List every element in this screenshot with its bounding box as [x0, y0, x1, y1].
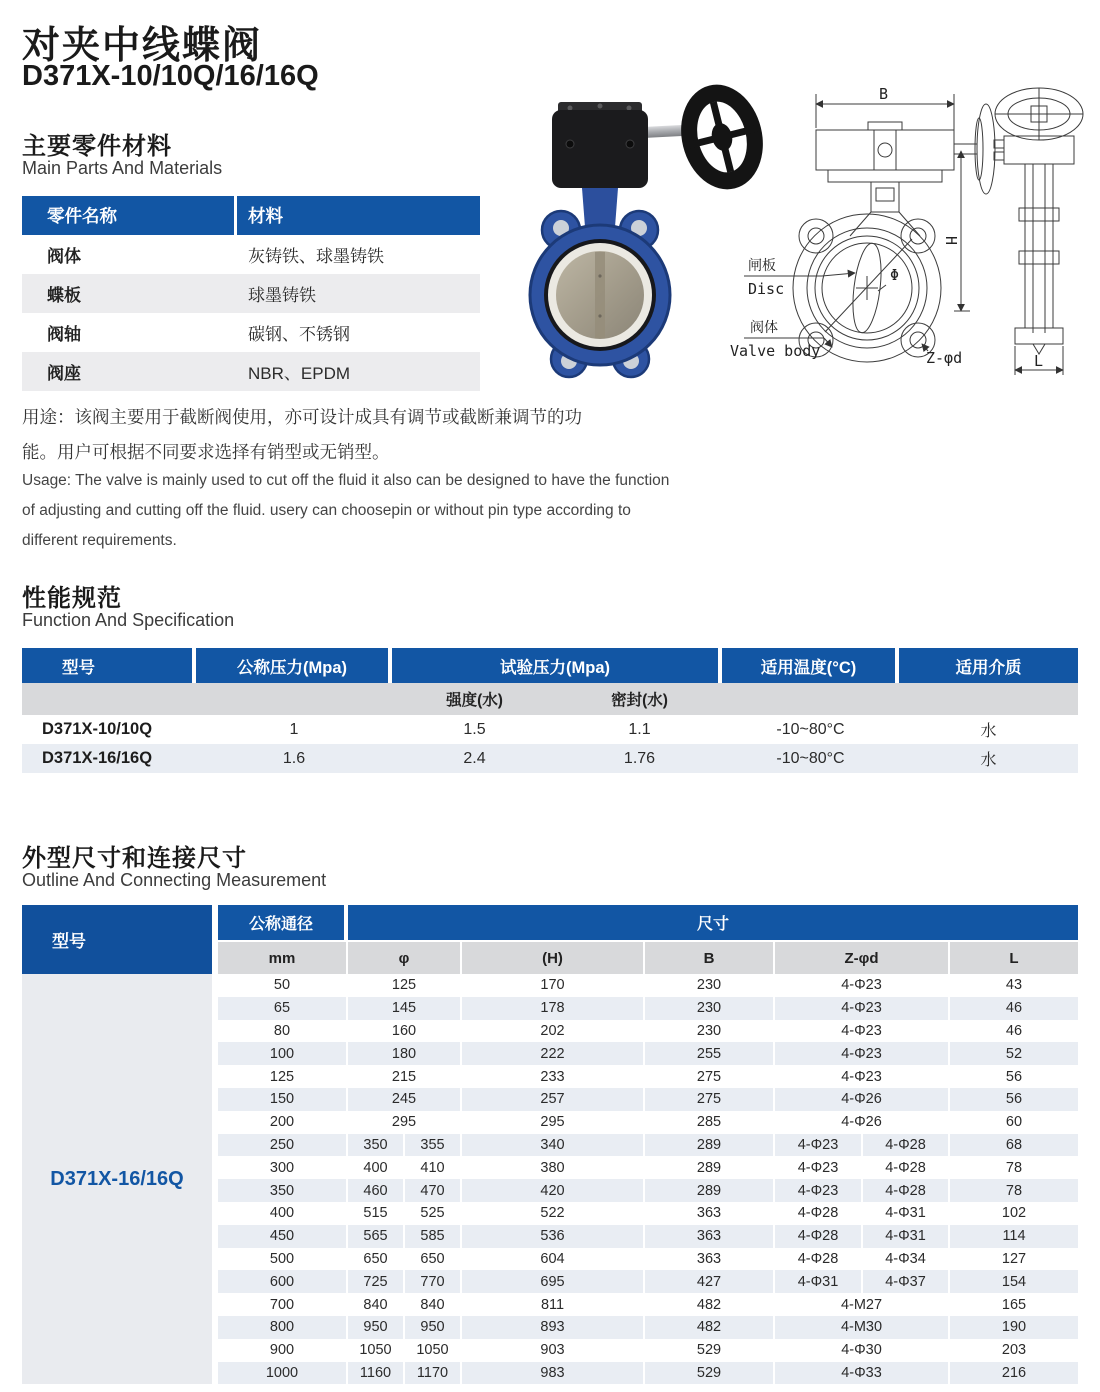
spec-subcol-empty [722, 683, 899, 715]
phi1-cell: 460 [348, 1179, 405, 1202]
h-cell: 903 [462, 1339, 645, 1362]
dn-cell: 800 [218, 1316, 348, 1339]
dn-cell: 300 [218, 1156, 348, 1179]
b-cell: 289 [645, 1134, 775, 1157]
z-cell: 4-Φ23 [775, 1065, 950, 1088]
phi-cell: 295 [348, 1111, 462, 1134]
table-row [22, 974, 1078, 997]
z1-cell: 4-Φ23 [775, 1156, 863, 1179]
b-cell: 285 [645, 1111, 775, 1134]
page-title: 对夹中线蝶阀 [22, 25, 263, 67]
spec-subcol-empty [22, 683, 196, 715]
table-row [22, 715, 1078, 744]
materials-col-material: 材料 [237, 196, 480, 235]
phi1-cell: 1160 [348, 1362, 405, 1385]
z-cell: 4-Φ33 [775, 1362, 950, 1385]
spec-heading-zh: 性能规范 [22, 585, 122, 612]
dim-label-z: Z-φd [926, 349, 963, 367]
spec-seal-cell: 1.76 [623, 749, 656, 767]
l-cell: 127 [1001, 1250, 1027, 1267]
z1-cell: 4-Φ23 [775, 1134, 863, 1157]
spec-model-cell: D371X-16/16Q [42, 749, 153, 767]
part-material-cell: 灰铸铁、球墨铸铁 [248, 247, 384, 266]
dim-label-b: B [879, 85, 889, 103]
phi1-cell: 950 [348, 1316, 405, 1339]
b-cell: 275 [645, 1065, 775, 1088]
h-cell: 222 [462, 1042, 645, 1065]
b-cell: 427 [645, 1270, 775, 1293]
b-cell: 289 [645, 1179, 775, 1202]
l-cell: 52 [1005, 1045, 1023, 1062]
phi-cell: 125 [348, 974, 462, 997]
usage-text-en: Usage: The valve is mainly used to cut off the fluid it also can be designed to have the function of adjusting and cutting off the fluid. usery can choosepin or without pin type according to different requirements. [22, 472, 670, 549]
materials-header-row [22, 196, 480, 235]
h-cell: 536 [462, 1225, 645, 1248]
dn-cell: 125 [218, 1065, 348, 1088]
materials-heading-en: Main Parts And Materials [22, 158, 223, 178]
z-cell: 4-Φ23 [775, 1042, 950, 1065]
label-body-en: Valve body [730, 342, 821, 360]
spec-pn-cell: 1 [289, 720, 299, 738]
dn-cell: 600 [218, 1270, 348, 1293]
z2-cell: 4-Φ28 [863, 1134, 950, 1157]
phi1-cell: 725 [348, 1270, 405, 1293]
spec-strength-cell: 2.4 [463, 749, 486, 767]
table-row [22, 274, 480, 313]
z1-cell: 4-Φ23 [775, 1179, 863, 1202]
gearbox [552, 102, 648, 188]
phi2-cell: 950 [405, 1316, 462, 1339]
b-cell: 230 [645, 974, 775, 997]
dn-cell: 400 [218, 1202, 348, 1225]
l-cell: 78 [1005, 1159, 1023, 1176]
phi1-cell: 515 [348, 1202, 405, 1225]
l-cell: 203 [1001, 1342, 1027, 1359]
spec-header-row [22, 648, 1078, 683]
dn-cell: 200 [218, 1111, 348, 1134]
b-cell: 230 [645, 1020, 775, 1043]
spec-subcol-empty [196, 683, 392, 715]
h-cell: 604 [462, 1248, 645, 1271]
dn-cell: 150 [218, 1088, 348, 1111]
dn-cell: 50 [218, 974, 348, 997]
spec-temp-cell: -10~80°C [776, 720, 845, 738]
phi1-cell: 565 [348, 1225, 405, 1248]
l-cell: 56 [1005, 1091, 1023, 1108]
phi-cell: 180 [348, 1042, 462, 1065]
dims-heading-en: Outline And Connecting Measurement [22, 870, 327, 890]
dn-cell: 900 [218, 1339, 348, 1362]
z-cell: 4-Φ26 [775, 1111, 950, 1134]
z2-cell: 4-Φ28 [863, 1179, 950, 1202]
l-cell: 46 [1005, 1000, 1023, 1017]
phi-cell: 145 [348, 997, 462, 1020]
table-row [22, 313, 480, 352]
b-cell: 363 [645, 1225, 775, 1248]
phi-cell: 245 [348, 1088, 462, 1111]
spec-media-cell: 水 [980, 752, 997, 769]
valve-neck [582, 188, 618, 227]
dn-cell: 100 [218, 1042, 348, 1065]
dimensions-table-body [22, 974, 1078, 1384]
h-cell: 295 [462, 1111, 645, 1134]
part-name-cell: 阀座 [47, 364, 81, 383]
dimensions-table [22, 905, 1078, 1384]
dn-cell: 1000 [218, 1362, 348, 1385]
phi2-cell: 840 [405, 1293, 462, 1316]
dims-subcol-z: Z-φd [775, 942, 950, 974]
z-cell: 4-Φ23 [775, 974, 950, 997]
z2-cell: 4-Φ31 [863, 1202, 950, 1225]
z-cell: 4-Φ23 [775, 1020, 950, 1043]
l-cell: 43 [1005, 977, 1023, 994]
usage-text-zh: 用途：该阀主要用于截断阀使用，亦可设计成具有调节或截断兼调节的功能。用户可根据不同要求选择有销型或无销型。 [22, 407, 582, 462]
dn-cell: 700 [218, 1293, 348, 1316]
z-cell: 4-Φ30 [775, 1339, 950, 1362]
b-cell: 363 [645, 1248, 775, 1271]
dn-cell: 80 [218, 1020, 348, 1043]
phi-cell: 160 [348, 1020, 462, 1043]
l-cell: 78 [1005, 1182, 1023, 1199]
part-material-cell: 球墨铸铁 [248, 286, 316, 305]
materials-table [22, 196, 480, 391]
h-cell: 380 [462, 1156, 645, 1179]
spec-media-cell: 水 [980, 723, 997, 740]
dn-cell: 250 [218, 1134, 348, 1157]
z1-cell: 4-Φ28 [775, 1248, 863, 1271]
phi2-cell: 770 [405, 1270, 462, 1293]
b-cell: 230 [645, 997, 775, 1020]
dn-cell: 65 [218, 997, 348, 1020]
z-cell: 4-Φ23 [775, 997, 950, 1020]
h-cell: 420 [462, 1179, 645, 1202]
spec-table-body [22, 715, 1078, 773]
b-cell: 529 [645, 1339, 775, 1362]
spec-subcol-empty [899, 683, 1078, 715]
table-row [22, 235, 480, 274]
phi1-cell: 350 [348, 1134, 405, 1157]
disc-shaft [595, 252, 605, 338]
b-cell: 482 [645, 1316, 775, 1339]
dim-label-h: H [942, 236, 960, 246]
dims-subcol-phi: φ [348, 942, 462, 974]
h-cell: 340 [462, 1134, 645, 1157]
dn-cell: 450 [218, 1225, 348, 1248]
z-cell: 4-Φ26 [775, 1088, 950, 1111]
l-cell: 56 [1005, 1068, 1023, 1085]
dims-col-dn: 公称通径 [218, 905, 348, 942]
dims-heading-zh: 外型尺寸和连接尺寸 [22, 845, 247, 872]
h-cell: 522 [462, 1202, 645, 1225]
spec-heading-en: Function And Specification [22, 610, 235, 630]
z2-cell: 4-Φ37 [863, 1270, 950, 1293]
spec-strength-cell: 1.5 [463, 720, 486, 738]
spec-subheader-row [22, 683, 1078, 715]
phi1-cell: 1050 [348, 1339, 405, 1362]
l-cell: 60 [1005, 1114, 1023, 1131]
materials-table-body [22, 235, 480, 391]
technical-drawing [728, 78, 1100, 388]
materials-col-part: 零件名称 [22, 196, 237, 235]
h-cell: 893 [462, 1316, 645, 1339]
spec-seal-cell: 1.1 [628, 720, 651, 738]
b-cell: 482 [645, 1293, 775, 1316]
h-cell: 695 [462, 1270, 645, 1293]
phi1-cell: 840 [348, 1293, 405, 1316]
spec-col-model: 型号 [22, 648, 196, 683]
label-disc-en: Disc [748, 280, 785, 298]
spec-col-temperature: 适用温度(°C) [722, 648, 899, 683]
phi2-cell: 1050 [405, 1339, 462, 1362]
l-cell: 114 [1002, 1228, 1026, 1245]
l-cell: 165 [1001, 1296, 1027, 1313]
b-cell: 289 [645, 1156, 775, 1179]
l-cell: 46 [1005, 1022, 1023, 1039]
h-cell: 233 [462, 1065, 645, 1088]
label-disc-zh: 闸板 [748, 258, 776, 274]
l-cell: 216 [1001, 1364, 1027, 1381]
b-cell: 275 [645, 1088, 775, 1111]
phi2-cell: 1170 [405, 1362, 462, 1385]
l-cell: 102 [1001, 1205, 1027, 1222]
phi2-cell: 650 [405, 1248, 462, 1271]
phi2-cell: 585 [405, 1225, 462, 1248]
spec-pn-cell: 1.6 [282, 749, 306, 767]
b-cell: 529 [645, 1362, 775, 1385]
z1-cell: 4-Φ28 [775, 1202, 863, 1225]
valve-body [530, 225, 670, 365]
spec-col-nominal-pressure: 公称压力(Mpa) [196, 648, 392, 683]
dims-col-size: 尺寸 [348, 905, 1078, 942]
part-name-cell: 蝶板 [47, 286, 81, 305]
spec-temp-cell: -10~80°C [776, 749, 845, 767]
dim-label-phi: Φ [890, 266, 900, 284]
dims-col-model: 型号 [22, 905, 218, 974]
phi2-cell: 525 [405, 1202, 462, 1225]
h-cell: 983 [462, 1362, 645, 1385]
phi-cell: 215 [348, 1065, 462, 1088]
h-cell: 811 [462, 1293, 645, 1316]
z-cell: 4-M30 [775, 1316, 950, 1339]
z1-cell: 4-Φ28 [775, 1225, 863, 1248]
spec-subcol-seal: 密封(水) [557, 683, 722, 715]
l-cell: 154 [1001, 1273, 1027, 1290]
phi2-cell: 355 [405, 1134, 462, 1157]
part-material-cell: 碳钢、不锈钢 [248, 325, 350, 344]
z-cell: 4-M27 [775, 1293, 950, 1316]
dim-label-l: L [1034, 352, 1044, 370]
z2-cell: 4-Φ31 [863, 1225, 950, 1248]
dims-header-row-1 [22, 905, 1078, 942]
spec-model-cell: D371X-10/10Q [42, 720, 153, 738]
part-name-cell: 阀体 [47, 247, 81, 266]
phi1-cell: 650 [348, 1248, 405, 1271]
spec-col-test-pressure: 试验压力(Mpa) [392, 648, 722, 683]
label-body-zh: 阀体 [750, 320, 778, 336]
dims-subcol-h: (H) [462, 942, 645, 974]
part-name-cell: 阀轴 [47, 325, 81, 344]
h-cell: 257 [462, 1088, 645, 1111]
phi2-cell: 470 [405, 1179, 462, 1202]
dims-subcol-l: L [950, 942, 1078, 974]
dn-cell: 350 [218, 1179, 348, 1202]
dn-cell: 500 [218, 1248, 348, 1271]
page-model-line: D371X-10/10Q/16/16Q [22, 60, 319, 92]
spec-table [22, 648, 1078, 773]
b-cell: 363 [645, 1202, 775, 1225]
h-cell: 178 [462, 997, 645, 1020]
z1-cell: 4-Φ31 [775, 1270, 863, 1293]
phi2-cell: 410 [405, 1156, 462, 1179]
table-row [22, 352, 480, 391]
materials-heading-zh: 主要零件材料 [22, 133, 172, 160]
spec-subcol-strength: 强度(水) [392, 683, 557, 715]
h-cell: 202 [462, 1020, 645, 1043]
z2-cell: 4-Φ34 [863, 1248, 950, 1271]
b-cell: 255 [645, 1042, 775, 1065]
dims-subcol-mm: mm [218, 942, 348, 974]
part-material-cell: NBR、EPDM [248, 364, 351, 383]
phi1-cell: 400 [348, 1156, 405, 1179]
h-cell: 170 [462, 974, 645, 997]
dims-model-cell [22, 974, 218, 1384]
table-row [22, 744, 1078, 773]
dims-subcol-b: B [645, 942, 775, 974]
z2-cell: 4-Φ28 [863, 1156, 950, 1179]
dims-model-label: D371X-16/16Q [50, 1167, 184, 1190]
l-cell: 190 [1001, 1319, 1027, 1336]
spec-col-media: 适用介质 [899, 648, 1078, 683]
l-cell: 68 [1005, 1136, 1023, 1153]
